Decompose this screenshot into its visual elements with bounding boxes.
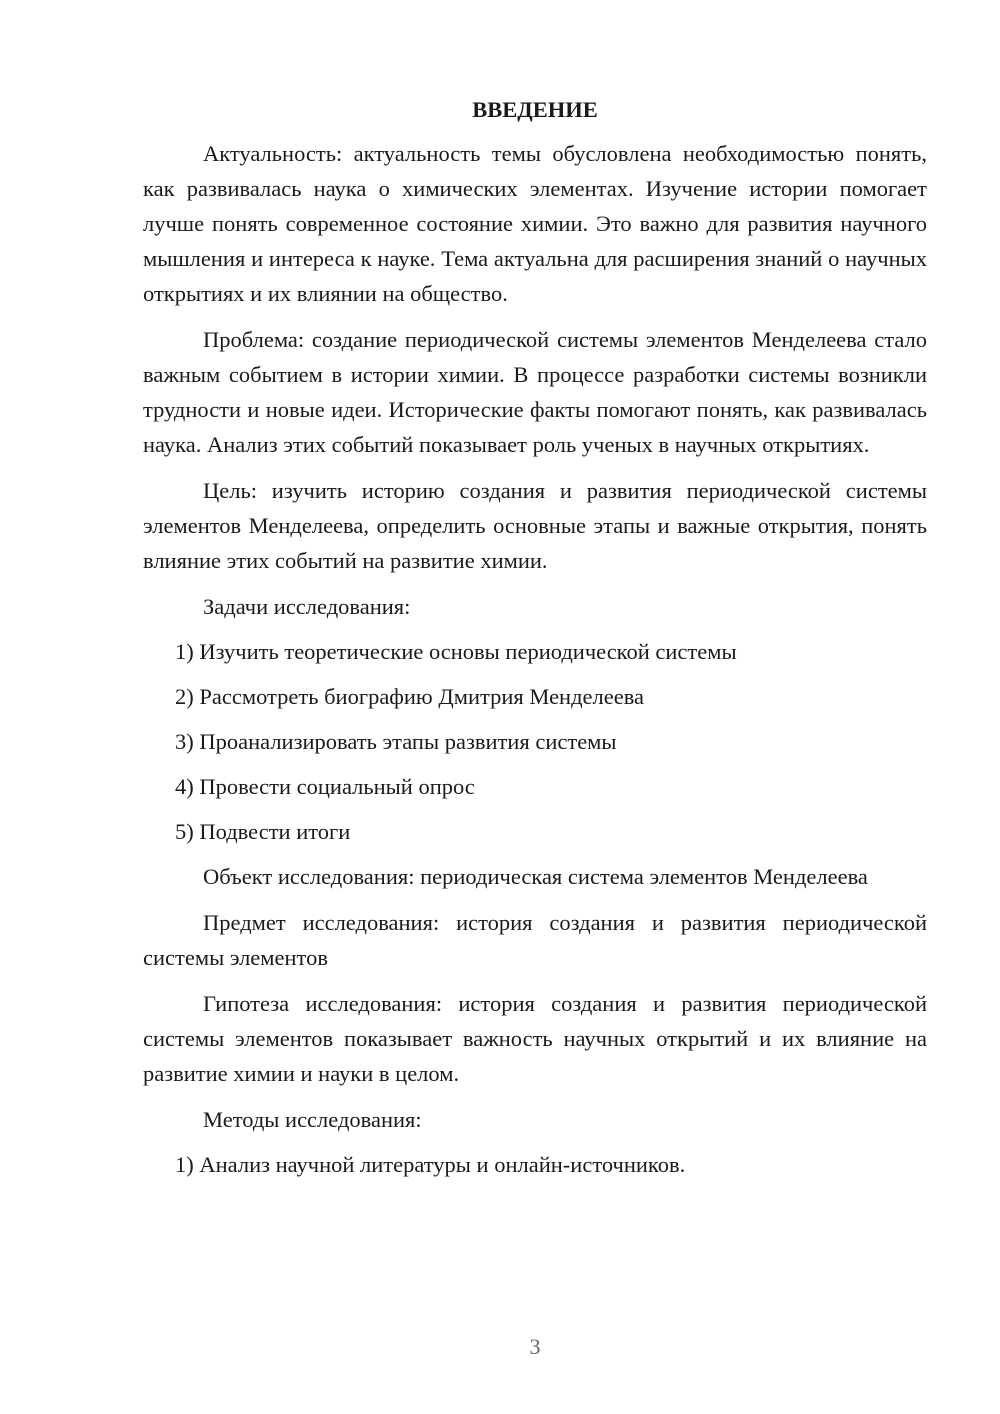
tasks-list (143, 634, 927, 849)
page-content (143, 92, 927, 1192)
methods-heading: Методы исследования: (203, 1107, 422, 1132)
list-item: 3) Проанализировать этапы развития системы (175, 729, 617, 754)
section-title: ВВЕДЕНИЕ (472, 97, 598, 122)
subject-paragraph: Предмет исследования: история создания и развития периодической системы элементов (143, 910, 927, 970)
methods-list (143, 1147, 927, 1182)
list-item: 5) Подвести итоги (175, 819, 351, 844)
list-item: 1) Анализ научной литературы и онлайн-источников. (175, 1152, 686, 1177)
tasks-heading: Задачи исследования: (203, 594, 411, 619)
relevance-paragraph: Актуальность: актуальность темы обусловлена необходимостью понять, как развивалась наука о химических элементах. Изучение истории помогает лучше понять современное состояние химии. Это важно для развития научного мышления и интереса к науке. Тема актуальна для расширения знаний о научных открытиях и их влиянии на общество. (143, 141, 927, 306)
goal-paragraph: Цель: изучить историю создания и развития периодической системы элементов Менделеева, определить основные этапы и важные открытия, понять влияние этих событий на развитие химии. (143, 478, 927, 573)
list-item: 4) Провести социальный опрос (175, 774, 475, 799)
list-item: 1) Изучить теоретические основы периодической системы (175, 639, 737, 664)
problem-paragraph: Проблема: создание периодической системы элементов Менделеева стало важным событием в истории химии. В процессе разработки системы возникли трудности и новые идеи. Исторические факты помогают понять, как развивалась наука. Анализ этих событий показывает роль ученых в научных открытиях. (143, 327, 927, 457)
page-number: 3 (529, 1334, 541, 1359)
object-paragraph: Объект исследования: периодическая система элементов Менделеева (203, 864, 868, 889)
list-item: 2) Рассмотреть биографию Дмитрия Менделеева (175, 684, 645, 709)
hypothesis-paragraph: Гипотеза исследования: история создания и развития периодической системы элементов показывает важность научных открытий и их влияние на развитие химии и науки в целом. (143, 991, 927, 1086)
